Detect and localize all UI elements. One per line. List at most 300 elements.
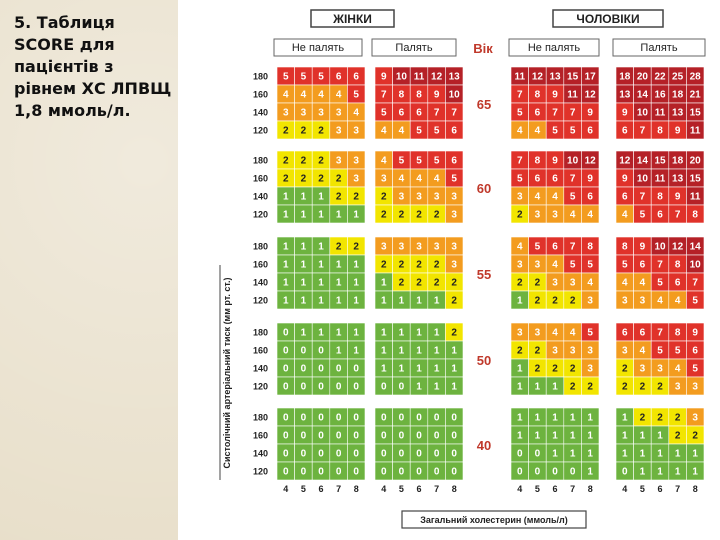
risk-value: 1 <box>416 363 422 375</box>
risk-value: 0 <box>300 430 307 442</box>
risk-value: 0 <box>569 466 576 478</box>
risk-value: 8 <box>674 259 681 271</box>
risk-value: 9 <box>639 241 646 253</box>
risk-value: 1 <box>552 448 558 460</box>
risk-value: 7 <box>639 125 646 137</box>
sbp-label: 160 <box>252 89 268 100</box>
risk-value: 3 <box>569 277 576 289</box>
risk-value: 7 <box>552 107 558 119</box>
risk-value: 3 <box>534 259 541 271</box>
risk-value: 0 <box>398 412 405 424</box>
risk-value: 7 <box>692 277 698 289</box>
risk-value: 7 <box>569 107 576 119</box>
risk-value: 2 <box>674 430 681 442</box>
sbp-label: 140 <box>252 107 268 118</box>
score-chart <box>178 0 720 540</box>
risk-value: 4 <box>639 277 646 289</box>
risk-value: 3 <box>300 107 307 119</box>
sbp-label: 120 <box>252 466 268 477</box>
risk-value: 5 <box>674 345 681 357</box>
risk-value: 5 <box>552 125 558 137</box>
risk-value: 3 <box>534 209 541 221</box>
risk-value: 1 <box>398 363 405 375</box>
risk-value: 5 <box>639 209 646 221</box>
risk-value: 1 <box>318 241 324 253</box>
risk-value: 3 <box>517 327 523 339</box>
risk-value: 1 <box>692 448 698 460</box>
women-nonsmoker-header: Не палять <box>291 42 345 54</box>
risk-value: 2 <box>534 363 541 375</box>
risk-value: 4 <box>283 89 289 101</box>
risk-value: 0 <box>300 448 307 460</box>
risk-value: 1 <box>569 430 576 442</box>
risk-value: 2 <box>335 191 342 203</box>
risk-value: 1 <box>381 327 387 339</box>
risk-value: 2 <box>381 209 387 221</box>
risk-value: 3 <box>639 363 646 375</box>
risk-value: 0 <box>398 448 405 460</box>
risk-value: 5 <box>587 259 593 271</box>
risk-value: 6 <box>657 209 663 221</box>
risk-value: 2 <box>517 209 523 221</box>
risk-value: 8 <box>692 209 698 221</box>
risk-value: 2 <box>534 295 541 307</box>
risk-value: 9 <box>674 125 681 137</box>
risk-value: 0 <box>318 363 324 375</box>
risk-value: 5 <box>569 259 576 271</box>
risk-value: 2 <box>622 363 628 375</box>
risk-value: 22 <box>654 71 666 83</box>
risk-value: 1 <box>517 363 523 375</box>
risk-value: 1 <box>381 345 387 357</box>
risk-value: 12 <box>431 71 443 83</box>
x-axis-label: Загальний холестерин (ммоль/л) <box>420 515 568 525</box>
risk-value: 3 <box>552 277 558 289</box>
risk-value: 2 <box>318 173 324 185</box>
risk-value: 6 <box>587 191 593 203</box>
risk-value: 6 <box>674 277 681 289</box>
risk-value: 3 <box>622 295 628 307</box>
sbp-label: 120 <box>252 125 268 136</box>
risk-value: 8 <box>416 89 422 101</box>
risk-value: 12 <box>584 89 596 101</box>
risk-value: 10 <box>636 173 648 185</box>
cholesterol-tick: 4 <box>622 484 628 494</box>
risk-value: 3 <box>517 259 523 271</box>
risk-value: 3 <box>381 241 387 253</box>
risk-value: 1 <box>283 259 289 271</box>
risk-value: 1 <box>398 327 405 339</box>
risk-value: 0 <box>398 430 405 442</box>
risk-value: 0 <box>517 466 523 478</box>
risk-value: 2 <box>335 241 342 253</box>
risk-value: 1 <box>433 363 440 375</box>
risk-value: 12 <box>619 155 631 167</box>
risk-value: 5 <box>692 363 698 375</box>
risk-value: 0 <box>353 381 359 393</box>
risk-value: 0 <box>318 448 324 460</box>
risk-value: 4 <box>534 191 541 203</box>
risk-value: 1 <box>569 448 576 460</box>
age-label: 40 <box>476 438 492 453</box>
risk-value: 0 <box>433 466 440 478</box>
risk-value: 1 <box>517 412 523 424</box>
risk-value: 4 <box>517 125 523 137</box>
men-header: ЧОЛОВІКИ <box>576 12 640 26</box>
risk-value: 3 <box>353 155 359 167</box>
risk-value: 16 <box>654 89 666 101</box>
sbp-label: 120 <box>252 209 268 220</box>
risk-value: 1 <box>353 295 359 307</box>
risk-value: 0 <box>318 430 324 442</box>
risk-value: 6 <box>552 241 558 253</box>
risk-value: 6 <box>552 173 558 185</box>
risk-value: 2 <box>398 259 405 271</box>
risk-value: 0 <box>335 430 342 442</box>
risk-value: 8 <box>534 89 541 101</box>
risk-value: 1 <box>300 241 307 253</box>
risk-value: 1 <box>416 381 422 393</box>
y-axis-label: Систолічний артеріальний тиск (мм рт. ст.) <box>222 277 232 469</box>
risk-value: 8 <box>398 89 405 101</box>
risk-value: 3 <box>335 107 342 119</box>
risk-value: 9 <box>622 173 628 185</box>
risk-value: 1 <box>283 209 289 221</box>
risk-value: 0 <box>451 412 457 424</box>
risk-value: 1 <box>335 295 342 307</box>
risk-value: 1 <box>587 430 593 442</box>
risk-value: 3 <box>416 191 422 203</box>
risk-value: 4 <box>674 363 681 375</box>
risk-value: 1 <box>283 241 289 253</box>
risk-value: 3 <box>335 125 342 137</box>
risk-value: 1 <box>353 277 359 289</box>
risk-value: 6 <box>639 259 646 271</box>
risk-value: 9 <box>552 155 558 167</box>
risk-value: 2 <box>587 381 593 393</box>
risk-value: 5 <box>381 107 387 119</box>
risk-value: 0 <box>433 448 440 460</box>
risk-value: 1 <box>335 277 342 289</box>
risk-value: 1 <box>674 448 681 460</box>
risk-value: 4 <box>569 327 576 339</box>
risk-value: 1 <box>534 381 541 393</box>
risk-value: 4 <box>398 173 405 185</box>
risk-value: 3 <box>622 345 628 357</box>
risk-value: 7 <box>433 107 440 119</box>
risk-value: 1 <box>300 209 307 221</box>
risk-value: 0 <box>318 466 324 478</box>
cholesterol-tick: 7 <box>570 484 576 494</box>
risk-value: 3 <box>587 363 593 375</box>
cholesterol-tick: 7 <box>336 484 342 494</box>
risk-value: 4 <box>552 327 558 339</box>
risk-value: 6 <box>451 125 457 137</box>
risk-value: 6 <box>335 71 342 83</box>
risk-value: 0 <box>318 381 324 393</box>
risk-value: 4 <box>639 345 646 357</box>
risk-value: 4 <box>381 155 387 167</box>
risk-value: 5 <box>657 277 663 289</box>
risk-value: 1 <box>335 259 342 271</box>
cholesterol-tick: 6 <box>416 484 422 494</box>
risk-value: 1 <box>587 448 593 460</box>
risk-value: 5 <box>318 71 324 83</box>
risk-value: 0 <box>283 345 289 357</box>
risk-value: 3 <box>692 412 698 424</box>
sbp-label: 180 <box>252 412 268 423</box>
risk-value: 3 <box>587 345 593 357</box>
risk-value: 3 <box>534 327 541 339</box>
risk-value: 2 <box>674 412 681 424</box>
risk-value: 3 <box>451 209 457 221</box>
risk-value: 1 <box>300 327 307 339</box>
score-chart-panel <box>178 0 720 540</box>
risk-value: 4 <box>335 89 342 101</box>
risk-value: 1 <box>318 277 324 289</box>
risk-value: 2 <box>433 209 440 221</box>
risk-value: 0 <box>300 363 307 375</box>
risk-value: 2 <box>451 327 457 339</box>
risk-value: 1 <box>353 209 359 221</box>
risk-value: 8 <box>622 241 628 253</box>
sbp-label: 140 <box>252 191 268 202</box>
risk-value: 1 <box>639 448 646 460</box>
slide-title: 5. Таблиця SCORE для пацієнтів з рівнем ХС ЛПВЩ 1,8 ммоль/л. <box>14 13 172 120</box>
risk-value: 0 <box>300 345 307 357</box>
risk-value: 1 <box>335 327 342 339</box>
risk-value: 1 <box>433 295 440 307</box>
risk-value: 0 <box>451 466 457 478</box>
risk-value: 0 <box>416 430 422 442</box>
risk-value: 7 <box>569 173 576 185</box>
cholesterol-tick: 5 <box>300 484 306 494</box>
risk-value: 5 <box>353 89 359 101</box>
risk-value: 4 <box>300 89 307 101</box>
risk-value: 5 <box>534 241 541 253</box>
risk-value: 6 <box>622 327 628 339</box>
risk-value: 10 <box>654 241 666 253</box>
risk-value: 1 <box>300 295 307 307</box>
cholesterol-tick: 8 <box>451 484 457 494</box>
risk-value: 1 <box>552 430 558 442</box>
risk-value: 8 <box>657 191 663 203</box>
risk-value: 1 <box>639 430 646 442</box>
risk-value: 0 <box>433 430 440 442</box>
risk-value: 1 <box>335 209 342 221</box>
risk-value: 0 <box>300 412 307 424</box>
risk-value: 1 <box>318 191 324 203</box>
risk-value: 0 <box>534 466 541 478</box>
risk-value: 6 <box>692 345 698 357</box>
risk-value: 5 <box>692 295 698 307</box>
sbp-label: 180 <box>252 241 268 252</box>
risk-value: 11 <box>654 107 666 119</box>
age-label: 65 <box>476 97 492 112</box>
risk-value: 5 <box>451 173 457 185</box>
cholesterol-tick: 7 <box>434 484 440 494</box>
risk-value: 1 <box>335 345 342 357</box>
risk-value: 0 <box>398 381 405 393</box>
risk-value: 14 <box>636 155 648 167</box>
risk-value: 4 <box>416 173 422 185</box>
risk-value: 2 <box>692 430 698 442</box>
age-label: 55 <box>476 267 492 282</box>
risk-value: 14 <box>689 241 701 253</box>
risk-value: 2 <box>517 345 523 357</box>
risk-value: 4 <box>381 125 387 137</box>
risk-value: 6 <box>451 155 457 167</box>
risk-value: 5 <box>416 125 422 137</box>
men-smoker-header: Палять <box>640 42 678 54</box>
risk-value: 12 <box>531 71 543 83</box>
risk-value: 2 <box>517 277 523 289</box>
sbp-label: 120 <box>252 381 268 392</box>
risk-value: 5 <box>587 327 593 339</box>
cholesterol-tick: 7 <box>675 484 681 494</box>
risk-value: 8 <box>534 155 541 167</box>
risk-value: 7 <box>639 191 646 203</box>
risk-value: 3 <box>517 191 523 203</box>
risk-value: 2 <box>283 173 289 185</box>
risk-value: 7 <box>381 89 387 101</box>
risk-value: 8 <box>674 327 681 339</box>
risk-value: 0 <box>283 430 289 442</box>
risk-value: 1 <box>674 466 681 478</box>
risk-value: 5 <box>569 125 576 137</box>
risk-value: 0 <box>335 381 342 393</box>
risk-value: 0 <box>381 381 387 393</box>
risk-value: 3 <box>416 241 422 253</box>
risk-value: 12 <box>672 241 684 253</box>
risk-value: 1 <box>381 363 387 375</box>
risk-value: 4 <box>552 259 558 271</box>
risk-value: 1 <box>283 277 289 289</box>
risk-value: 1 <box>657 448 663 460</box>
risk-value: 7 <box>657 259 663 271</box>
risk-value: 10 <box>448 89 460 101</box>
risk-value: 9 <box>622 107 628 119</box>
risk-value: 3 <box>398 241 405 253</box>
risk-value: 0 <box>353 363 359 375</box>
risk-value: 11 <box>413 71 425 83</box>
risk-value: 8 <box>587 241 593 253</box>
risk-value: 1 <box>398 295 405 307</box>
risk-value: 2 <box>335 173 342 185</box>
risk-value: 17 <box>584 71 596 83</box>
age-label: 50 <box>476 353 492 368</box>
risk-value: 1 <box>353 345 359 357</box>
risk-value: 9 <box>674 191 681 203</box>
risk-value: 0 <box>283 381 289 393</box>
risk-value: 1 <box>569 412 576 424</box>
risk-value: 11 <box>689 125 701 137</box>
risk-value: 1 <box>657 430 663 442</box>
sbp-label: 180 <box>252 327 268 338</box>
risk-value: 13 <box>672 173 684 185</box>
risk-value: 1 <box>353 259 359 271</box>
risk-value: 28 <box>689 71 701 83</box>
risk-value: 21 <box>689 89 701 101</box>
risk-value: 7 <box>674 209 681 221</box>
risk-value: 25 <box>672 71 684 83</box>
risk-value: 2 <box>534 277 541 289</box>
risk-value: 20 <box>689 155 701 167</box>
risk-value: 1 <box>451 345 457 357</box>
risk-value: 5 <box>622 259 628 271</box>
risk-value: 2 <box>552 295 558 307</box>
risk-value: 0 <box>335 466 342 478</box>
risk-value: 2 <box>398 209 405 221</box>
risk-value: 4 <box>517 241 523 253</box>
risk-value: 0 <box>318 412 324 424</box>
risk-value: 4 <box>674 295 681 307</box>
risk-value: 0 <box>381 412 387 424</box>
risk-value: 4 <box>622 277 628 289</box>
risk-value: 2 <box>569 295 576 307</box>
risk-value: 0 <box>353 430 359 442</box>
risk-value: 2 <box>657 381 663 393</box>
risk-value: 6 <box>398 107 405 119</box>
risk-value: 0 <box>381 466 387 478</box>
risk-value: 1 <box>517 381 523 393</box>
women-header: ЖІНКИ <box>333 12 372 26</box>
risk-value: 10 <box>689 259 701 271</box>
risk-value: 2 <box>657 412 663 424</box>
risk-value: 18 <box>672 89 684 101</box>
risk-value: 1 <box>552 412 558 424</box>
risk-value: 1 <box>517 295 523 307</box>
risk-value: 2 <box>534 345 541 357</box>
risk-value: 3 <box>587 295 593 307</box>
risk-value: 4 <box>569 209 576 221</box>
risk-value: 5 <box>416 155 422 167</box>
risk-value: 5 <box>517 107 523 119</box>
risk-value: 10 <box>395 71 407 83</box>
risk-value: 1 <box>318 259 324 271</box>
risk-value: 9 <box>587 173 593 185</box>
sbp-label: 160 <box>252 259 268 270</box>
risk-value: 1 <box>433 327 440 339</box>
risk-value: 0 <box>381 430 387 442</box>
risk-value: 6 <box>587 125 593 137</box>
risk-value: 1 <box>451 363 457 375</box>
risk-value: 4 <box>622 209 628 221</box>
risk-value: 13 <box>672 107 684 119</box>
risk-value: 18 <box>619 71 631 83</box>
risk-value: 3 <box>569 345 576 357</box>
risk-value: 2 <box>300 125 307 137</box>
risk-value: 2 <box>433 259 440 271</box>
risk-value: 9 <box>692 327 698 339</box>
risk-value: 2 <box>639 412 646 424</box>
risk-value: 3 <box>692 381 698 393</box>
risk-value: 7 <box>517 89 523 101</box>
cholesterol-tick: 8 <box>587 484 593 494</box>
risk-value: 1 <box>416 295 422 307</box>
risk-value: 2 <box>283 125 289 137</box>
risk-value: 1 <box>416 345 422 357</box>
risk-value: 4 <box>353 107 359 119</box>
risk-value: 2 <box>353 191 359 203</box>
risk-value: 6 <box>639 327 646 339</box>
cholesterol-tick: 4 <box>283 484 289 494</box>
risk-value: 0 <box>398 466 405 478</box>
risk-value: 4 <box>534 125 541 137</box>
risk-value: 1 <box>587 466 593 478</box>
risk-value: 18 <box>672 155 684 167</box>
risk-value: 0 <box>517 448 523 460</box>
